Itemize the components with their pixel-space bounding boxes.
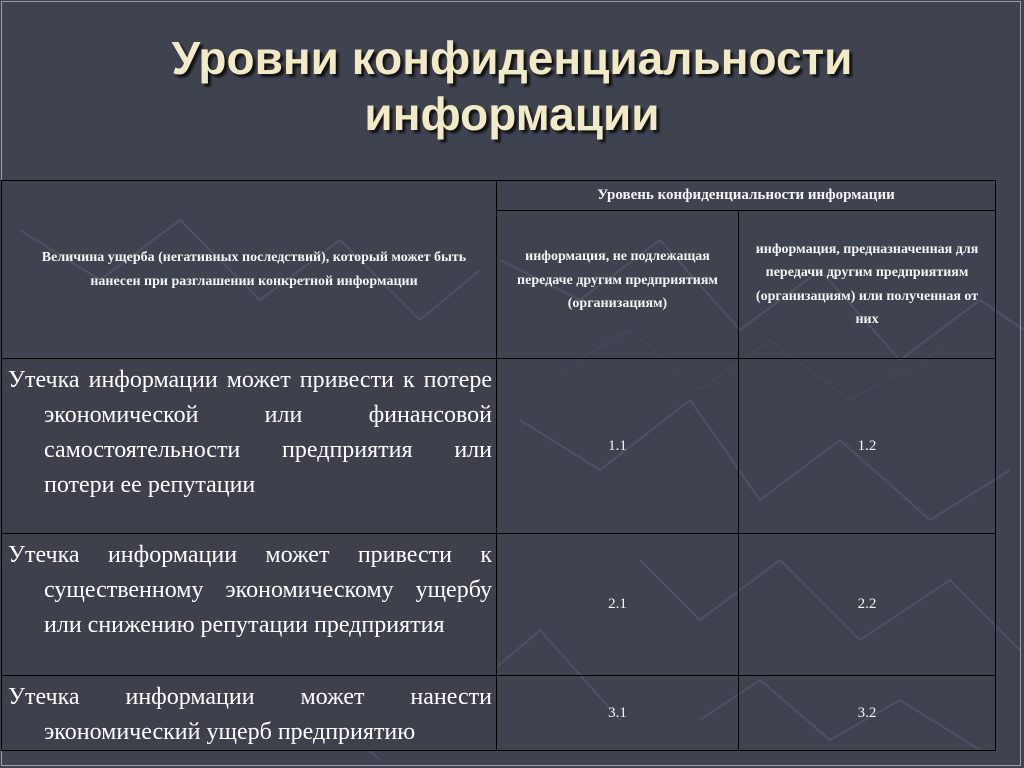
column-header-internal	[497, 211, 739, 359]
row-value-internal: 2.1	[497, 534, 739, 676]
level-group-header: Уровень конфиденциальности информации	[497, 181, 996, 211]
title-line-2: информации	[364, 88, 660, 140]
row-value-external: 2.2	[739, 534, 996, 676]
row-value-internal: 3.1	[497, 676, 739, 751]
table-header-row	[2, 181, 996, 211]
table-row	[2, 534, 996, 676]
confidentiality-table	[1, 180, 996, 751]
row-value-external: 1.2	[739, 359, 996, 534]
table-row	[2, 676, 996, 751]
table-row	[2, 359, 996, 534]
damage-header-cell	[2, 181, 497, 359]
column-header-external	[739, 211, 996, 359]
damage-header-text: Величина ущерба (негативных последствий), который может быть нанесен при разглашении конкретной информации	[41, 249, 467, 289]
row-description	[2, 676, 497, 751]
row-value-internal: 1.1	[497, 359, 739, 534]
row-description	[2, 534, 497, 676]
row-description-text: Утечка информации может нанести экономический ущерб предприятию	[8, 684, 492, 745]
page-title	[0, 30, 1024, 142]
title-line-1: Уровни конфиденциальности	[171, 32, 853, 84]
row-description-text: Утечка информации может привести к существенному экономическому ущербу или снижению репутации предприятия	[8, 542, 492, 638]
row-description-text: Утечка информации может привести к потере экономической или финансовой самостоятельности предприятия или потери ее репутации	[8, 367, 492, 498]
row-description	[2, 359, 497, 534]
column-header-external-text: информация, предназначенная для передачи другим предприятиям (организациям) или полученная от них	[755, 241, 979, 327]
column-header-internal-text: информация, не подлежащая передаче другим предприятиям (организациям)	[517, 249, 718, 312]
row-value-external: 3.2	[739, 676, 996, 751]
